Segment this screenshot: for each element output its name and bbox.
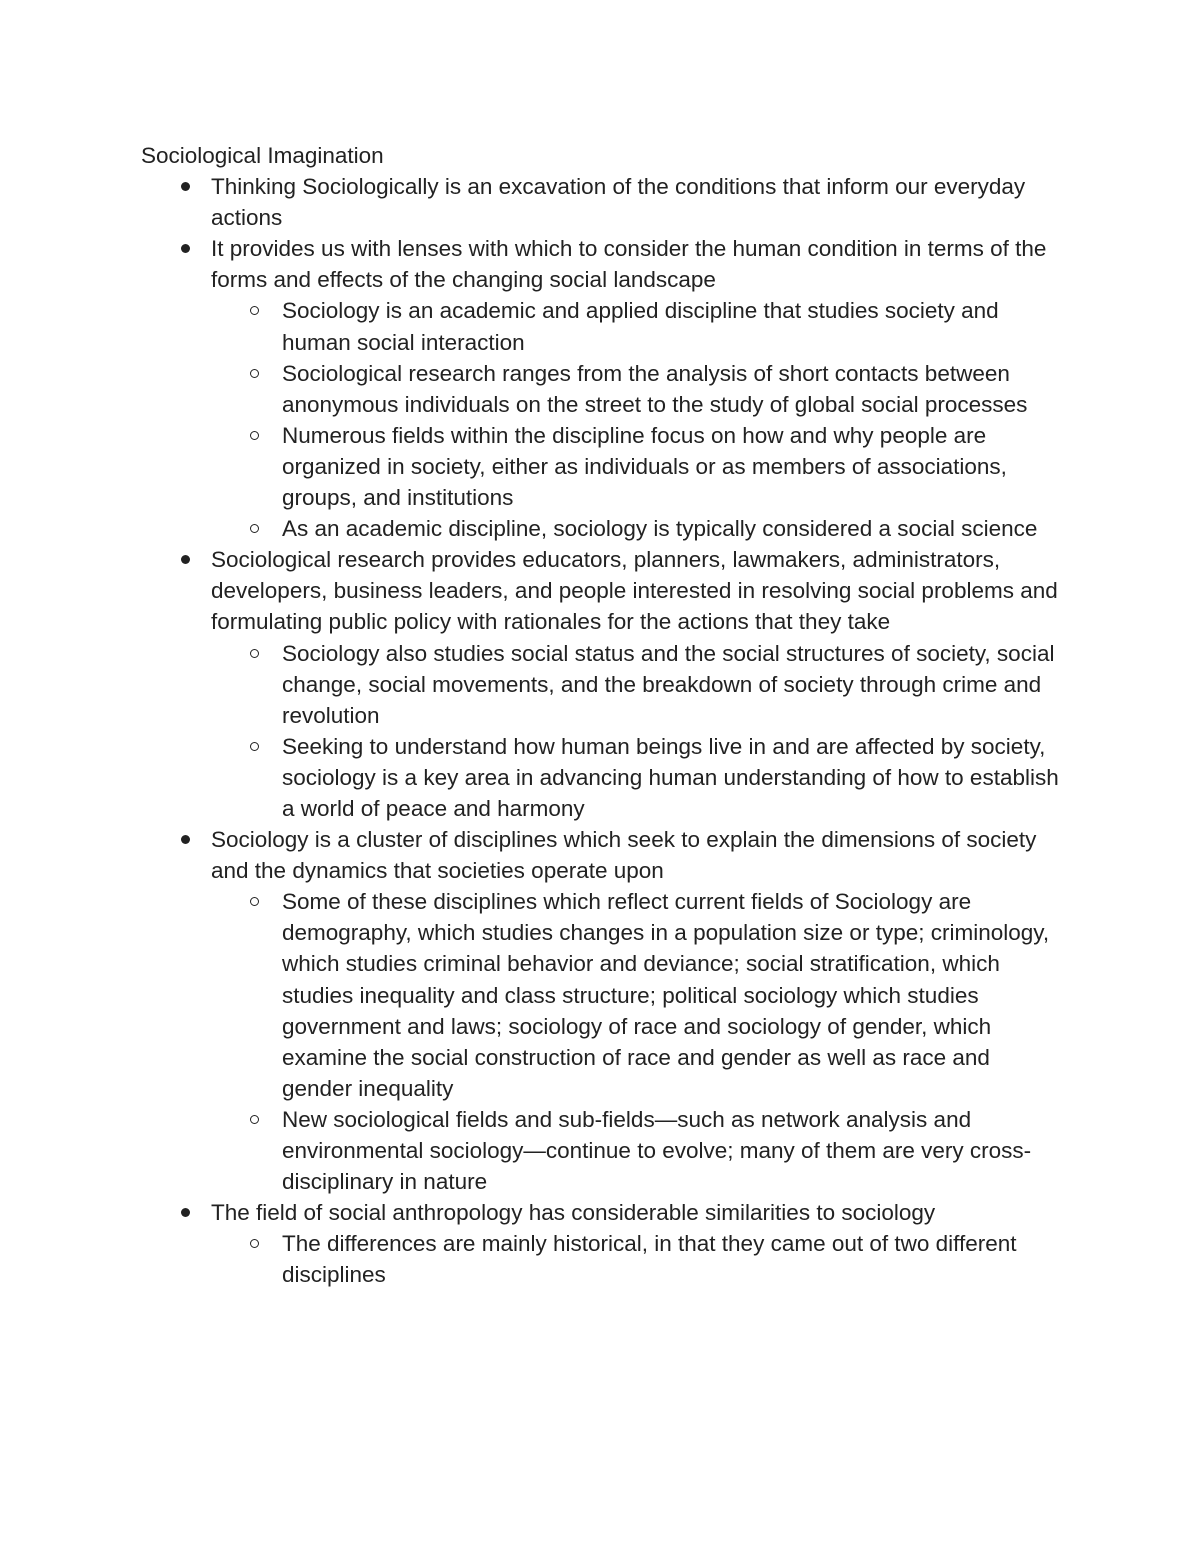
hollow-bullet-icon — [250, 897, 259, 906]
hollow-bullet-icon — [250, 524, 259, 533]
list-item — [141, 1197, 1061, 1228]
list-item — [141, 171, 1061, 233]
list-item-text: Sociological research provides educators, planners, lawmakers, administrators, developers, business leaders, and people interested in resolving social problems and formulating public policy with rationales for the actions that they take — [211, 547, 1058, 635]
sub-list-item — [141, 886, 1061, 1104]
hollow-bullet-icon — [250, 431, 259, 440]
sub-list-item-text: As an academic discipline, sociology is typically considered a social science — [282, 516, 1038, 542]
list-item — [141, 824, 1061, 886]
list-item-text: It provides us with lenses with which to consider the human condition in terms of the forms and effects of the changing social landscape — [211, 236, 1047, 293]
nested-list-container — [141, 886, 1061, 1197]
sub-list-item — [141, 1228, 1061, 1290]
list-item-text: Sociology is a cluster of disciplines which seek to explain the dimensions of society and the dynamics that societies operate upon — [211, 827, 1037, 884]
sub-list-item — [141, 513, 1061, 544]
sub-list-item-text: Sociology also studies social status and the social structures of society, social change, social movements, and the breakdown of society through crime and revolution — [282, 640, 1055, 728]
nested-list-container — [141, 1228, 1061, 1290]
sub-bullet-list — [141, 638, 1061, 825]
nested-list-container — [141, 295, 1061, 544]
sub-list-item-text: The differences are mainly historical, in that they came out of two different disciplines — [282, 1231, 1017, 1288]
filled-bullet-icon — [181, 835, 190, 844]
sub-bullet-list — [141, 886, 1061, 1197]
list-item-text: Thinking Sociologically is an excavation of the conditions that inform our everyday actions — [211, 174, 1026, 231]
nested-list-container — [141, 638, 1061, 825]
sub-list-item-text: Sociology is an academic and applied discipline that studies society and human social interaction — [282, 298, 999, 355]
hollow-bullet-icon — [250, 1115, 259, 1124]
hollow-bullet-icon — [250, 649, 259, 658]
filled-bullet-icon — [181, 1208, 190, 1217]
sub-list-item — [141, 731, 1061, 824]
sub-list-item — [141, 420, 1061, 513]
list-item-text: The field of social anthropology has considerable similarities to sociology — [211, 1200, 936, 1226]
hollow-bullet-icon — [250, 306, 259, 315]
hollow-bullet-icon — [250, 1239, 259, 1248]
document-title: Sociological Imagination — [141, 143, 384, 168]
sub-list-item-text: Seeking to understand how human beings live in and are affected by society, sociology is a key area in advancing human understanding of how to establish a world of peace and harmony — [282, 733, 1059, 821]
list-item — [141, 233, 1061, 295]
sub-list-item-text: New sociological fields and sub-fields—such as network analysis and environmental sociology—continue to evolve; many of them are very cross-disciplinary in nature — [282, 1106, 1032, 1195]
document-body — [141, 140, 1061, 1290]
hollow-bullet-icon — [250, 369, 259, 378]
filled-bullet-icon — [181, 182, 190, 191]
sub-list-item — [141, 638, 1061, 731]
filled-bullet-icon — [181, 555, 190, 564]
filled-bullet-icon — [181, 244, 190, 253]
hollow-bullet-icon — [250, 742, 259, 751]
bullet-list — [141, 171, 1061, 1290]
sub-list-item — [141, 295, 1061, 357]
sub-bullet-list — [141, 295, 1061, 544]
sub-bullet-list — [141, 1228, 1061, 1290]
sub-list-item-text: Some of these disciplines which reflect current fields of Sociology are demography, which studies changes in a population size or type; criminology, which studies criminal behavior and deviance; social stratification, which studies inequality and class structure; political sociology which studies government and laws; sociology of race and sociology of gender, which examine the social construction of race and gender as well as race and gender inequality — [282, 889, 1050, 1101]
sub-list-item — [141, 1104, 1061, 1197]
list-item — [141, 544, 1061, 637]
sub-list-item-text: Numerous fields within the discipline focus on how and why people are organized in society, either as individuals or as members of associations, groups, and institutions — [282, 422, 1007, 511]
sub-list-item — [141, 358, 1061, 420]
sub-list-item-text: Sociological research ranges from the analysis of short contacts between anonymous individuals on the street to the study of global social processes — [282, 360, 1028, 417]
